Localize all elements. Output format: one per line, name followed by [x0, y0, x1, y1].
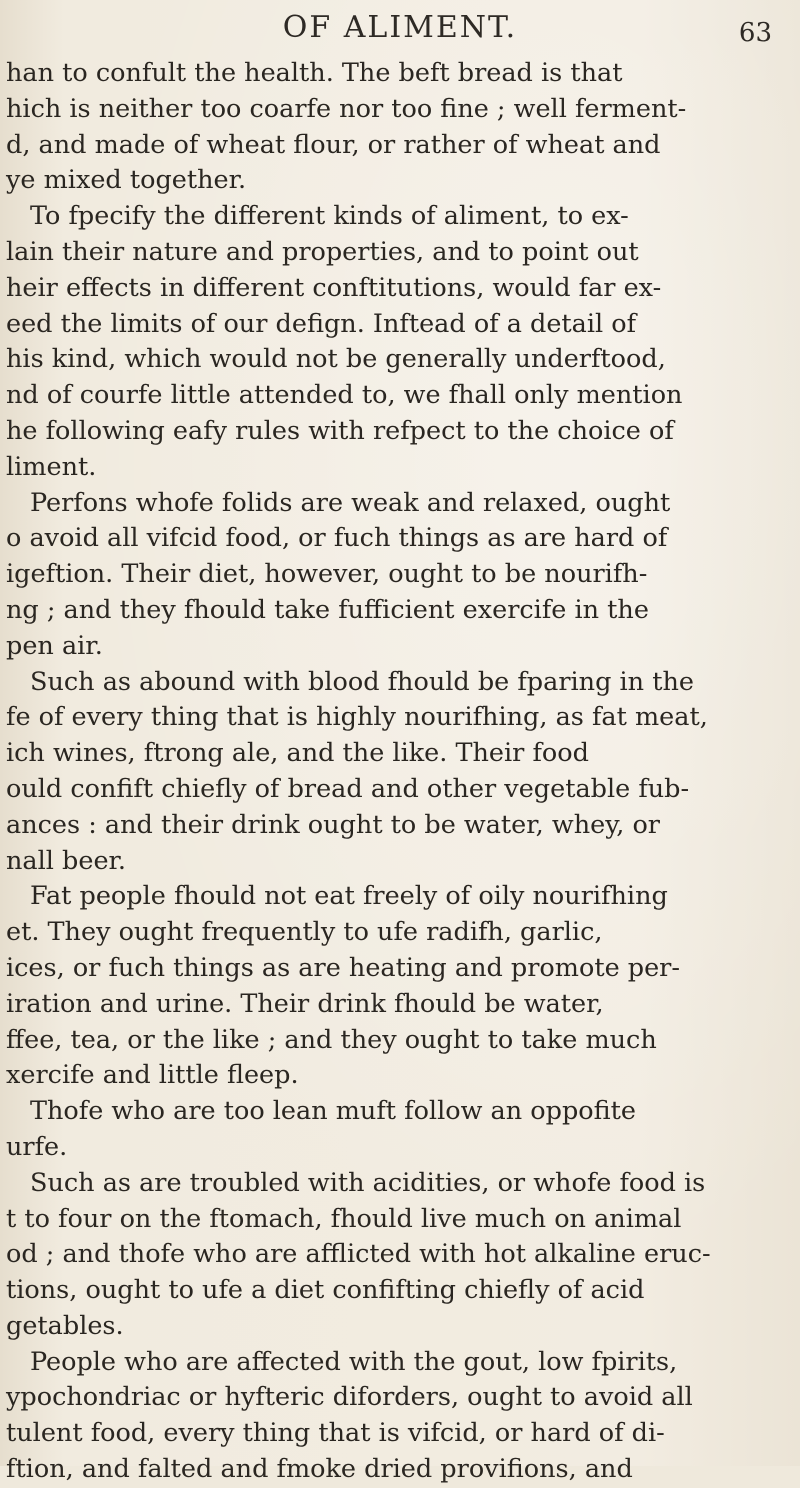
text-line: iration and urine. Their drink fhould be water,	[6, 988, 604, 1019]
text-line: fe of every thing that is highly nourifhing, as fat meat,	[6, 702, 708, 733]
text-line: igeftion. Their diet, however, ought to be nourifh-	[6, 559, 648, 590]
text-line: od ; and thofe who are afflicted with hot alkaline eruc-	[6, 1239, 711, 1270]
text-line: nd of courfe little attended to, we fhall only mention	[6, 380, 683, 411]
text-line: d, and made of wheat flour, or rather of wheat and	[6, 129, 661, 160]
page-header	[0, 10, 800, 58]
text-line: pen air.	[6, 630, 103, 661]
text-line: eed the limits of our defign. Inftead of a detail of	[6, 308, 637, 339]
text-line: Such as abound with blood fhould be fparing in the	[30, 666, 694, 697]
text-line: heir effects in different conftitutions, would far ex-	[6, 272, 662, 303]
text-line: ftion, and falted and fmoke dried provifions, and	[6, 1454, 633, 1485]
text-line: Such as are troubled with acidities, or whofe food is	[30, 1167, 706, 1198]
text-line: urfe.	[6, 1131, 68, 1162]
text-line: t to four on the ftomach, fhould live much on animal	[6, 1203, 682, 1234]
text-line: xercife and little fleep.	[6, 1060, 299, 1091]
text-line: ng ; and they fhould take fufficient exercife in the	[6, 594, 649, 625]
text-line: liment.	[6, 451, 97, 482]
text-line: Perfons whofe folids are weak and relaxed, ought	[30, 487, 671, 518]
text-line: ffee, tea, or the like ; and they ought to take much	[6, 1024, 657, 1055]
text-line: People who are affected with the gout, low fpirits,	[30, 1346, 678, 1377]
text-line: Thofe who are too lean muft follow an oppofite	[30, 1096, 636, 1127]
text-line: ould confift chiefly of bread and other vegetable fub-	[6, 773, 690, 804]
text-line: ances : and their drink ought to be water, whey, or	[6, 809, 660, 840]
text-line: ich wines, ftrong ale, and the like. Their food	[6, 738, 589, 769]
body-text	[0, 56, 792, 1485]
page-number: 63	[738, 18, 772, 48]
text-line: han to confult the health. The beft bread is that	[6, 58, 623, 88]
text-line: et. They ought frequently to ufe radifh, garlic,	[6, 917, 603, 948]
text-line: Fat people fhould not eat freely of oily nourifhing	[30, 881, 668, 912]
text-line: To fpecify the different kinds of aliment, to ex-	[30, 201, 629, 232]
running-head: OF ALIMENT.	[282, 10, 518, 45]
text-line: tulent food, every thing that is vifcid, or hard of di-	[6, 1418, 665, 1449]
text-line: nall beer.	[6, 845, 127, 876]
text-line: ices, or fuch things as are heating and promote per-	[6, 952, 680, 983]
text-line: hich is neither too coarfe nor too fine ; well ferment-	[6, 93, 687, 124]
text-line: tions, ought to ufe a diet confifting chiefly of acid	[6, 1275, 645, 1306]
text-line: lain their nature and properties, and to point out	[6, 236, 639, 267]
text-line: ye mixed together.	[6, 165, 247, 196]
text-line: he following eafy rules with refpect to the choice of	[6, 415, 674, 446]
text-line: o avoid all vifcid food, or fuch things as are hard of	[6, 523, 668, 554]
text-line: his kind, which would not be generally underftood,	[6, 344, 666, 375]
text-line: getables.	[6, 1310, 124, 1341]
text-line: ypochondriac or hyfteric diforders, ought to avoid all	[6, 1382, 693, 1413]
